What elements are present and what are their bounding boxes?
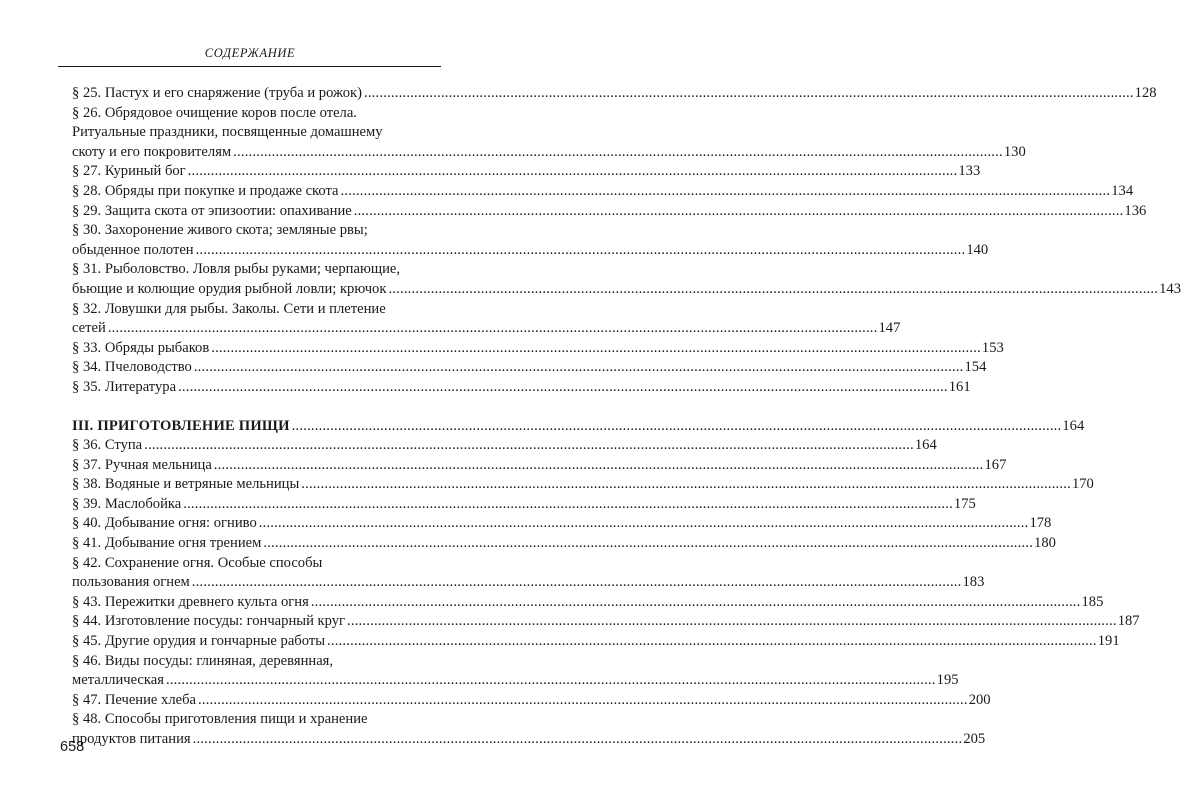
dot-leader: ........................................................................................................................................................................................................ <box>353 202 1124 219</box>
toc-entry-page-number: 178 <box>1029 515 1052 532</box>
dot-leader: ........................................................................................................................................................................................................ <box>165 672 936 689</box>
dot-leader: ........................................................................................................................................................................................................ <box>363 85 1134 101</box>
toc-part-b <box>72 436 1140 750</box>
toc-entry-title: § 36. Ступа <box>72 437 143 454</box>
toc-entry-title: § 45. Другие орудия и гончарные работы <box>72 633 326 650</box>
toc-entry-last-line <box>72 456 1007 476</box>
toc-entry-title: § 39. Маслобойка <box>72 495 182 512</box>
toc-entry-title: сетей <box>72 320 106 337</box>
toc-entry <box>72 456 1007 476</box>
toc-entry-title: § 35. Литература <box>72 378 177 395</box>
toc-entry-line: Ритуальные праздники, посвященные домашнему <box>72 124 383 141</box>
toc-entry-last-line <box>72 573 985 593</box>
dot-leader: ........................................................................................................................................................................................................ <box>192 731 963 747</box>
toc-entry-line: § 46. Виды посуды: глиняная, деревянная, <box>72 652 334 669</box>
toc-entry-last-line <box>72 593 1104 613</box>
dot-leader: ........................................................................................................................................................................................................ <box>144 437 914 454</box>
section-title: III. ПРИГОТОВЛЕНИЕ ПИЩИ <box>72 417 290 434</box>
toc-entry <box>72 202 1147 222</box>
toc-entry-last-line <box>72 691 991 711</box>
dot-leader: ........................................................................................................................................................................................................ <box>301 476 1071 493</box>
toc-entry-title: пользования огнем <box>72 574 190 591</box>
toc-entry <box>72 221 989 260</box>
toc-entry-line: § 42. Сохранение огня. Особые способы <box>72 554 323 571</box>
toc-entry <box>72 475 1094 495</box>
dot-leader: ........................................................................................................................................................................................................ <box>263 535 1034 552</box>
toc-entry-last-line <box>72 514 1052 534</box>
toc-entry <box>72 534 1056 554</box>
dot-leader: ........................................................................................................................................................................................................ <box>327 633 1097 650</box>
toc-entry <box>72 612 1140 632</box>
dot-leader: ........................................................................................................................................................................................................ <box>258 515 1029 532</box>
toc-entry-last-line <box>72 358 987 378</box>
toc-entry-title: обыденное полотен <box>72 241 194 258</box>
toc-entry-page-number: 143 <box>1159 280 1181 297</box>
toc-entry-last-line <box>72 241 989 261</box>
toc-entry-last-line <box>72 436 937 456</box>
toc-entry-last-line <box>72 339 1004 359</box>
toc-entry-title: § 44. Изготовление посуды: гончарный круг <box>72 613 346 630</box>
toc-entry <box>72 495 976 515</box>
toc-entry <box>72 710 986 749</box>
toc-entry-last-line <box>72 730 986 750</box>
toc-entry <box>72 554 985 593</box>
toc-entry-line: § 30. Захоронение живого скота; земляные рвы; <box>72 222 368 239</box>
toc-entry-page-number: 128 <box>1134 85 1157 101</box>
toc-entry-title: § 43. Пережитки древнего культа огня <box>72 593 309 610</box>
dot-leader: ........................................................................................................................................................................................................ <box>233 143 1003 160</box>
toc-entry <box>72 632 1120 652</box>
toc-entry-page-number: 191 <box>1097 633 1120 650</box>
toc-entry-last-line <box>72 162 981 182</box>
toc-entry <box>72 182 1134 202</box>
page-number: 658 <box>60 739 85 755</box>
dot-leader: ........................................................................................................................................................................................................ <box>183 495 953 512</box>
dot-leader: ........................................................................................................................................................................................................ <box>211 339 981 356</box>
section-heading-line <box>72 417 1085 437</box>
toc-entry <box>72 378 971 398</box>
toc-entry-last-line <box>72 378 971 398</box>
toc-entry-title: § 38. Водяные и ветряные мельницы <box>72 476 300 493</box>
toc-entry <box>72 104 1026 163</box>
toc-entry-title: металлическая <box>72 672 164 689</box>
toc-entry-page-number: 187 <box>1117 613 1140 630</box>
toc-entry <box>72 300 901 339</box>
dot-leader: ........................................................................................................................................................................................................ <box>178 378 948 395</box>
toc-entry <box>72 436 937 456</box>
toc-entry-title: скоту и его покровителям <box>72 143 232 160</box>
toc-entry <box>72 260 1181 299</box>
dot-leader: ........................................................................................................................................................................................................ <box>340 182 1111 199</box>
toc-entry-last-line <box>72 495 976 515</box>
dot-leader: ........................................................................................................................................................................................................ <box>195 241 966 258</box>
header-rule <box>58 66 441 67</box>
toc-entry-title: § 28. Обряды при покупке и продаже скота <box>72 182 339 199</box>
toc-entry-last-line <box>72 143 1026 163</box>
toc-entry-page-number: 183 <box>962 574 985 591</box>
toc-entry-last-line <box>72 612 1140 632</box>
toc-entry-page-number: 200 <box>968 691 991 708</box>
section-page-number: 164 <box>1062 417 1085 434</box>
toc-entry-page-number: 180 <box>1034 535 1056 552</box>
toc-entry-page-number: 167 <box>984 456 1007 473</box>
toc-entry-title: § 40. Добывание огня: огниво <box>72 515 257 532</box>
toc-entry-page-number: 136 <box>1124 202 1147 219</box>
toc-entry-line: § 32. Ловушки для рыбы. Заколы. Сети и плетение <box>72 300 386 317</box>
dot-leader: ........................................................................................................................................................................................................ <box>198 691 968 708</box>
toc-entry-title: § 41. Добывание огня трением <box>72 535 262 552</box>
toc-entry-title: бьющие и колющие орудия рыбной ловли; крючок <box>72 280 387 297</box>
toc-entry-title: § 47. Печение хлеба <box>72 691 197 708</box>
dot-leader: ........................................................................................................................................................................................................ <box>388 280 1159 297</box>
toc-entry <box>72 691 991 711</box>
toc-part-a <box>72 84 1181 398</box>
toc-entry-page-number: 164 <box>914 437 937 454</box>
toc-entry-page-number: 133 <box>958 163 981 180</box>
toc-entry-page-number: 154 <box>964 359 987 376</box>
toc-entry-line: § 48. Способы приготовления пищи и хранение <box>72 711 368 728</box>
toc-entry-page-number: 185 <box>1081 593 1104 610</box>
dot-leader: ........................................................................................................................................................................................................ <box>107 320 878 337</box>
toc-entry-title: § 29. Защита скота от эпизоотии: опахивание <box>72 202 352 219</box>
dot-leader: ........................................................................................................................................................................................................ <box>213 456 984 473</box>
toc-entry-title: § 25. Пастух и его снаряжение (труба и рожок) <box>72 85 362 101</box>
section-spacer <box>72 398 443 417</box>
toc-entry <box>72 593 1104 613</box>
toc-entry-last-line <box>72 84 1157 104</box>
toc-entry-last-line <box>72 280 1181 300</box>
toc-entry-page-number: 195 <box>936 672 959 689</box>
dot-leader: ........................................................................................................................................................................................................ <box>193 359 964 376</box>
toc-entry-title: § 37. Ручная мельница <box>72 456 212 473</box>
toc-entry-last-line <box>72 202 1147 222</box>
toc-entry-line: § 31. Рыболовство. Ловля рыбы руками; черпающие, <box>72 261 401 278</box>
toc-entry-last-line <box>72 534 1056 554</box>
dot-leader: ........................................................................................................................................................................................................ <box>347 613 1117 630</box>
toc-entry-page-number: 205 <box>963 731 986 747</box>
running-head: СОДЕРЖАНИЕ <box>204 46 296 60</box>
table-of-contents <box>72 84 1181 750</box>
dot-leader: ........................................................................................................................................................................................................ <box>291 417 1062 434</box>
toc-entry-title: продуктов питания <box>72 731 191 747</box>
toc-entry-page-number: 130 <box>1003 143 1026 160</box>
dot-leader: ........................................................................................................................................................................................................ <box>310 593 1081 610</box>
toc-entry-page-number: 140 <box>966 241 989 258</box>
toc-entry-last-line <box>72 182 1134 202</box>
toc-entry-last-line <box>72 475 1094 495</box>
toc-entry <box>72 339 1004 359</box>
toc-entry-title: § 34. Пчеловодство <box>72 359 192 376</box>
toc-entry-line: § 26. Обрядовое очищение коров после отела. <box>72 104 357 121</box>
toc-entry-last-line <box>72 671 959 691</box>
dot-leader: ........................................................................................................................................................................................................ <box>187 163 958 180</box>
toc-entry-page-number: 147 <box>878 320 901 337</box>
toc-entry <box>72 652 959 691</box>
toc-entry <box>72 162 981 182</box>
section-heading <box>72 417 1085 437</box>
toc-entry-title: § 27. Куриный бог <box>72 163 186 180</box>
toc-entry-title: § 33. Обряды рыбаков <box>72 339 210 356</box>
dot-leader: ........................................................................................................................................................................................................ <box>191 574 962 591</box>
toc-entry <box>72 514 1052 534</box>
toc-entry-page-number: 161 <box>948 378 971 395</box>
toc-entry-page-number: 170 <box>1071 476 1094 493</box>
toc-entry <box>72 84 1157 104</box>
toc-entry-page-number: 175 <box>953 495 976 512</box>
toc-entry-page-number: 134 <box>1111 182 1134 199</box>
toc-entry-last-line <box>72 319 901 339</box>
toc-entry <box>72 358 987 378</box>
toc-entry-page-number: 153 <box>981 339 1004 356</box>
toc-entry-last-line <box>72 632 1120 652</box>
